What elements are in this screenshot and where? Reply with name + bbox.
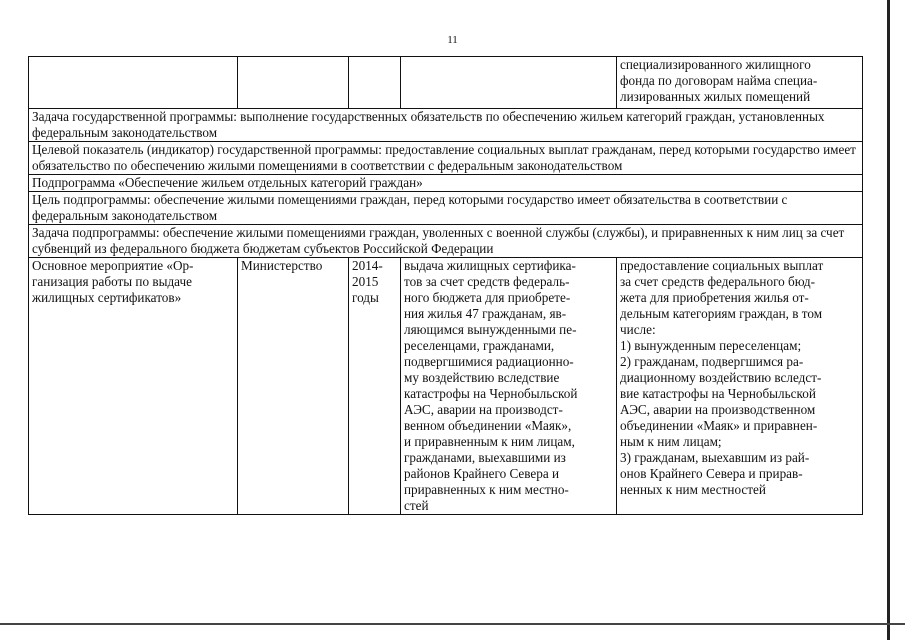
text-line: районов Крайнего Севера и bbox=[404, 466, 560, 481]
text-line: ляющимся вынужденными пе- bbox=[404, 322, 577, 337]
text-line: онов Крайнего Севера и прирав- bbox=[620, 466, 803, 481]
text-line: му воздействию вследствие bbox=[404, 370, 560, 385]
text-line: 3) гражданам, выехавшим из рай- bbox=[620, 450, 810, 465]
text-line: числе: bbox=[620, 322, 656, 337]
text-line: за счет средств федерального бюд- bbox=[620, 274, 816, 289]
subprogram-task-cell: Задача подпрограммы: обеспечение жилыми помещениями граждан, уволенных с военной службы (службы), и приравненных к ним лиц за счет субвенций из федерального бюджета бюджетам субъектов Российской Федерации bbox=[29, 225, 863, 258]
scan-edge-bottom bbox=[0, 623, 905, 625]
text-line: АЭС, аварии на производст- bbox=[404, 402, 563, 417]
text-line: ным к ним лицам; bbox=[620, 434, 722, 449]
empty-cell-executor bbox=[238, 57, 349, 109]
text-line: вие катастрофы на Чернобыльской bbox=[620, 386, 816, 401]
text-line: лизированных жилых помещений bbox=[620, 89, 811, 104]
table-row-subprogram-goal bbox=[29, 192, 863, 225]
table-row-program-task bbox=[29, 109, 863, 142]
text-line: Основное мероприятие «Ор- bbox=[32, 258, 194, 273]
scan-edge-right bbox=[887, 0, 890, 640]
text-line: жилищных сертификатов» bbox=[32, 290, 182, 305]
text-line: жета для приобретения жилья от- bbox=[620, 290, 809, 305]
text-line: тов за счет средств федераль- bbox=[404, 274, 570, 289]
subprogram-cell: Подпрограмма «Обеспечение жильем отдельных категорий граждан» bbox=[29, 175, 863, 192]
text-line: выдача жилищных сертифика- bbox=[404, 258, 576, 273]
page-number: 11 bbox=[447, 34, 458, 46]
empty-cell-period bbox=[349, 57, 401, 109]
text-line: дельным категориям граждан, в том bbox=[620, 306, 823, 321]
target-indicator-cell: Целевой показатель (индикатор) государственной программы: предоставление социальных выплат гражданам, перед которыми государство имеет обязательство по обеспечению жилыми помещениями в соответствии с федеральным законодательством bbox=[29, 142, 863, 175]
text-line: и приравненным к ним лицам, bbox=[404, 434, 575, 449]
text-line: катастрофы на Чернобыльской bbox=[404, 386, 578, 401]
text-line: объединении «Маяк» и приравнен- bbox=[620, 418, 818, 433]
text-line: 1) вынужденным переселенцам; bbox=[620, 338, 802, 353]
text-line: приравненных к ним местно- bbox=[404, 482, 569, 497]
text-line: ного бюджета для приобрете- bbox=[404, 290, 571, 305]
expected-result-cell bbox=[401, 258, 617, 515]
table-row-continuation bbox=[29, 57, 863, 109]
text-line: диационному воздействию вследст- bbox=[620, 370, 822, 385]
text-line: 2015 bbox=[352, 274, 379, 289]
empty-cell-event bbox=[29, 57, 238, 109]
text-line: ганизация работы по выдаче bbox=[32, 274, 192, 289]
indicator-cell bbox=[617, 258, 863, 515]
text-line: АЭС, аварии на производственном bbox=[620, 402, 816, 417]
program-task-cell: Задача государственной программы: выполнение государственных обязательств по обеспечению жильем категорий граждан, установленных федеральным законодательством bbox=[29, 109, 863, 142]
text-line: гражданами, выехавшими из bbox=[404, 450, 566, 465]
period-cell bbox=[349, 258, 401, 515]
text-line: реселенцами, гражданами, bbox=[404, 338, 555, 353]
table-row-subprogram bbox=[29, 175, 863, 192]
table-row-subprogram-task bbox=[29, 225, 863, 258]
text-line: специализированного жилищного bbox=[620, 57, 811, 72]
text-line: подвергшимися радиационно- bbox=[404, 354, 574, 369]
subprogram-goal-cell: Цель подпрограммы: обеспечение жилыми помещениями граждан, перед которыми государство имеет обязательства в соответствии с федеральным законодательством bbox=[29, 192, 863, 225]
text-line: фонда по договорам найма специа- bbox=[620, 73, 818, 88]
text-line: ния жилья 47 гражданам, яв- bbox=[404, 306, 567, 321]
text-line: 2014- bbox=[352, 258, 383, 273]
executor-cell: Министерство bbox=[238, 258, 349, 515]
empty-cell-result bbox=[401, 57, 617, 109]
text-line: стей bbox=[404, 498, 429, 513]
table-row-target-indicator bbox=[29, 142, 863, 175]
text-line: годы bbox=[352, 290, 379, 305]
text-line: 2) гражданам, подвергшимся ра- bbox=[620, 354, 804, 369]
program-table bbox=[28, 56, 863, 515]
table-row-main-event bbox=[29, 258, 863, 515]
text-line: ненных к ним местностей bbox=[620, 482, 766, 497]
text-line: венном объединении «Маяк», bbox=[404, 418, 572, 433]
continuation-indicator-cell bbox=[617, 57, 863, 109]
main-event-cell bbox=[29, 258, 238, 515]
text-line: предоставление социальных выплат bbox=[620, 258, 824, 273]
